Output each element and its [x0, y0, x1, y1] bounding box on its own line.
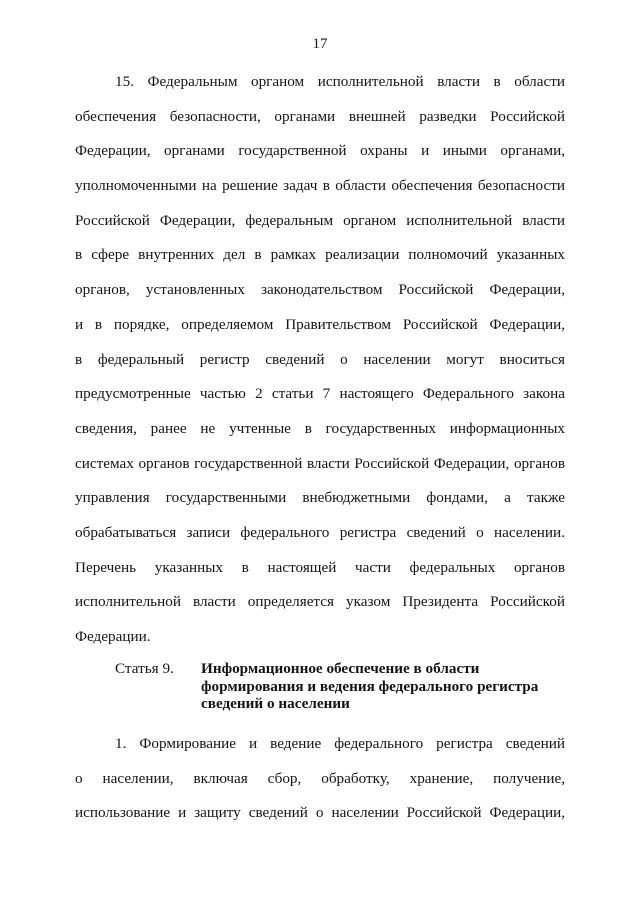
paragraph-15	[75, 72, 565, 662]
text-line: уполномоченными на решение задач в области обеспечения безопасности	[75, 177, 565, 195]
text-line: управления государственными внебюджетными фондами, а также	[75, 489, 565, 507]
text-line: Федерации.	[75, 628, 151, 645]
text-line: Федерации, органами государственной охраны и иными органами,	[75, 142, 565, 160]
text-line: обрабатываться записи федерального регистра сведений о населении.	[75, 523, 565, 541]
text-line: использование и защиту сведений о населении Российской Федерации,	[75, 804, 565, 822]
text-line: и в порядке, определяемом Правительством Российской Федерации,	[75, 315, 565, 333]
article-title-line: формирования и ведения федерального регистра	[201, 677, 539, 695]
article-label: Статья 9.	[115, 660, 174, 677]
text-line: сведения, ранее не учтенные в государственных информационных	[75, 419, 565, 437]
page-number: 17	[312, 36, 328, 52]
text-line: Российской Федерации, федеральным органом исполнительной власти	[75, 211, 565, 229]
text-line: системах органов государственной власти Российской Федерации, органов	[75, 454, 565, 472]
text-line: в сфере внутренних дел в рамках реализации полномочий указанных	[75, 246, 565, 264]
text-line: органов, установленных законодательством Российской Федерации,	[75, 281, 565, 299]
article-title-line: сведений о населении	[201, 695, 350, 712]
text-line: о населении, включая сбор, обработку, хранение, получение,	[75, 769, 565, 787]
paragraph-1	[75, 734, 565, 838]
article-title	[201, 660, 561, 713]
text-line: предусмотренные частью 2 статьи 7 настоящего Федерального закона	[75, 385, 565, 403]
text-line: Перечень указанных в настоящей части федеральных органов	[75, 558, 565, 576]
article-title-line: Информационное обеспечение в области	[201, 660, 480, 677]
text-line: 1. Формирование и ведение федерального регистра сведений	[115, 735, 565, 752]
text-line: исполнительной власти определяется указом Президента Российской	[75, 593, 565, 611]
text-line: обеспечения безопасности, органами внешней разведки Российской	[75, 107, 565, 125]
text-line: в федеральный регистр сведений о населении могут вноситься	[75, 350, 565, 368]
text-line: 15. Федеральным органом исполнительной власти в области	[115, 73, 565, 90]
